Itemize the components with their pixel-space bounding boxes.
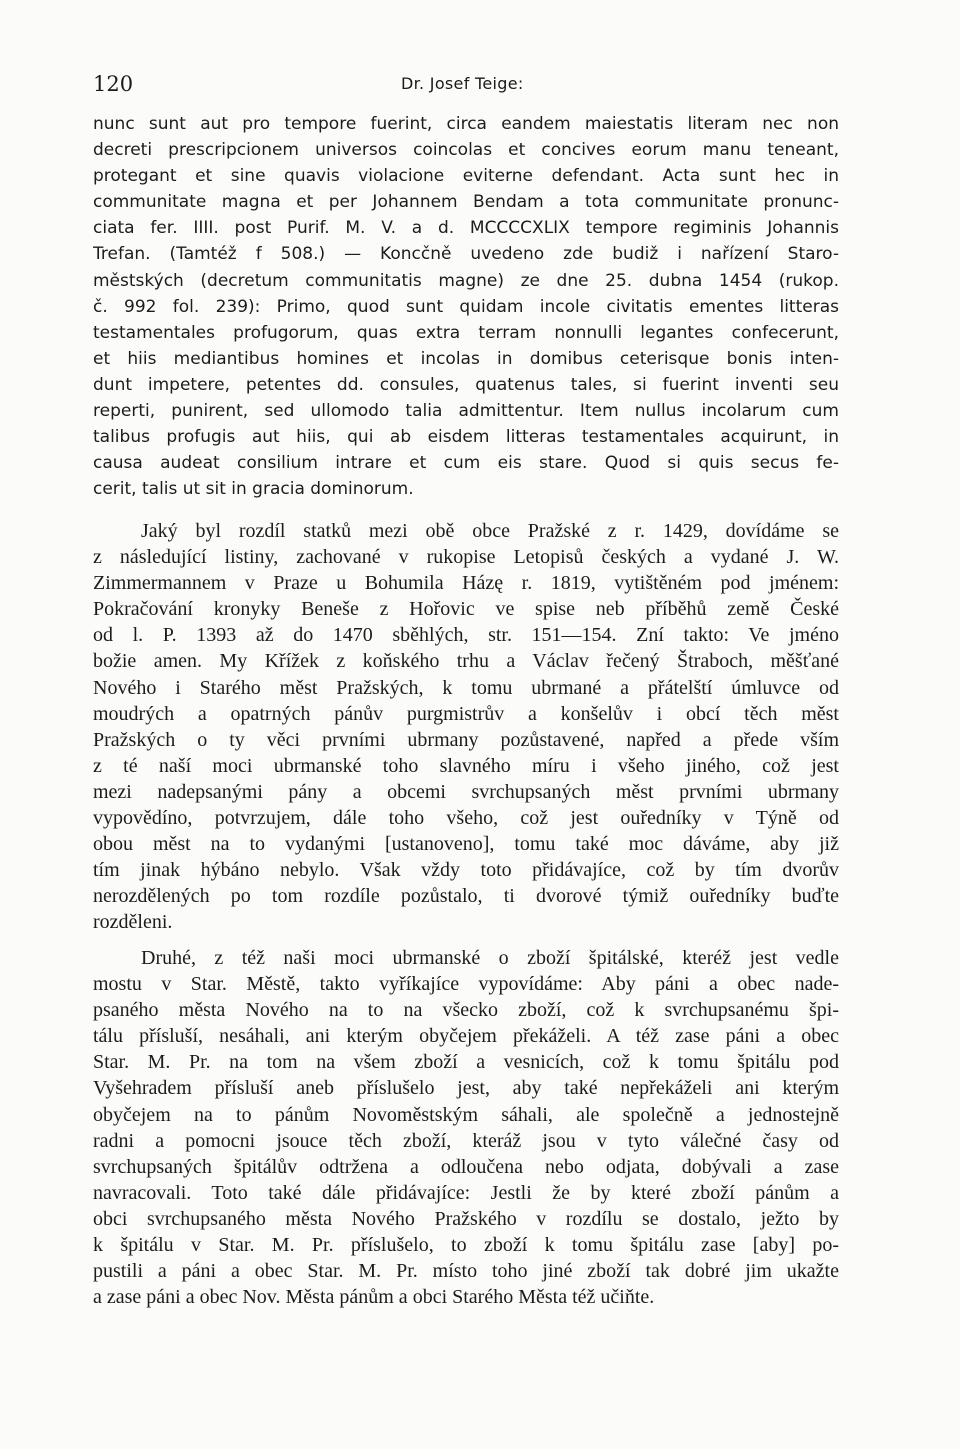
text-line: nerozdělených po tom rozdíle pozůstalo, ti dvorové týmiž ouředníky buďte bbox=[93, 885, 839, 908]
text-line: a zase páni a obec Nov. Města pánům a obci Starého Města též učiňte. bbox=[93, 1286, 655, 1309]
text-line: cerit, talis ut sit in gracia dominorum. bbox=[93, 479, 414, 500]
text-line: svrchupsaných špitálův odtržena a odloučena nebo odjata, dobývali a zase bbox=[93, 1155, 839, 1178]
text-line: Vyšehradem přísluší aneb příslušelo jest, aby také nepřekáželi ani kterým bbox=[93, 1077, 839, 1100]
text-line: mostu v Star. Městě, takto vyříkajíce vypovídáme: Aby páni a obec nade- bbox=[93, 973, 839, 996]
running-head-author: Dr. Josef Teige: bbox=[401, 74, 524, 93]
text-line: protegant et sine quavis violacione eviterne defendant. Acta sunt hec in bbox=[93, 166, 839, 187]
text-line: Druhé, z též naši moci ubrmanské o zboží špitálské, kteréž jest vedle bbox=[141, 947, 839, 969]
text-line: navracovali. Toto také dále přidávajíce: Jestli že by které zboží pánům a bbox=[93, 1181, 839, 1204]
text-line: z následující listiny, zachované v rukopise Letopisů českých a vydané J. W. bbox=[93, 546, 839, 569]
text-line: k špitálu v Star. M. Pr. příslušelo, to zboží k tomu špitálu zase [aby] po- bbox=[93, 1234, 839, 1257]
text-line: dunt impetere, petentes dd. consules, quatenus tales, si fuerint inventi seu bbox=[93, 374, 839, 395]
text-line: tálu přísluší, nesáhali, ani kterým obyčejem překáželi. A též zase páni a obec bbox=[93, 1025, 839, 1048]
text-line: ciata fer. IIII. post Purif. M. V. a d. MCCCCXLIX tempore regiminis Johannis bbox=[93, 218, 839, 239]
text-line: nunc sunt aut pro tempore fuerint, circa eandem maiestatis literam nec non bbox=[93, 114, 839, 134]
text-line: od l. P. 1393 až do 1470 sběhlých, str. 151—154. Zní takto: Ve jméno bbox=[93, 624, 839, 647]
paragraph-latin-decree bbox=[93, 111, 839, 502]
text-line: Pražských o ty věci prvními ubrmany pozůstavené, napřed a přede vším bbox=[93, 728, 839, 751]
text-line: communitate magna et per Johannem Bendam a tota communitate pronunc- bbox=[93, 192, 839, 213]
text-line: decreti prescripcionem universos coincolas et concives eorum manu teneant, bbox=[93, 140, 839, 161]
text-line: vypovědíno, potvrzujem, dále toho všeho, což jest ouředníky v Týně od bbox=[93, 807, 839, 830]
text-line: božie amen. My Křížek z koňského trhu a Václav řečený Štraboch, měšťané bbox=[93, 650, 839, 673]
page-number: 120 bbox=[93, 72, 134, 96]
text-line: obci svrchupsaného města Nového Pražského v rozdílu se dostalo, ježto by bbox=[93, 1207, 839, 1230]
text-line: Trefan. (Tamtéž f 508.) — Koncčně uvedeno zde budiž i nařízení Staro- bbox=[93, 244, 839, 265]
text-line: z té naší moci ubrmanské toho slavného míru i všeho jiného, což jest bbox=[93, 754, 839, 777]
text-line: městských (decretum communitatis magne) ze dne 25. dubna 1454 (rukop. bbox=[93, 270, 839, 291]
text-line: talibus profugis aut hiis, qui ab eisdem litteras testamentales acquirunt, in bbox=[93, 427, 839, 448]
text-line: et hiis mediantibus homines et incolas in domibus ceterisque bonis inten- bbox=[93, 348, 839, 369]
text-line: radni a pomocni jsouce těch zboží, kteráž jsou v tyto válečné časy od bbox=[93, 1129, 839, 1152]
text-line: reperti, punirent, sed ullomodo talia admittentur. Item nullus incolarum cum bbox=[93, 401, 839, 422]
text-line: mezi nadepsanými pány a obcemi svrchupsaných měst prvními ubrmany bbox=[93, 780, 839, 803]
text-line: obyčejem na to pánům Novoměstským sáhali, ale společně a jednostejně bbox=[93, 1103, 839, 1126]
text-line: obou měst na to vydanými [ustanoveno], tomu také moc dáváme, aby již bbox=[93, 833, 839, 856]
text-line: pustili a páni a obec Star. M. Pr. místo toho jiné zboží tak dobré jim ukažte bbox=[93, 1260, 839, 1283]
text-line: psaného města Nového na to na všecko zboží, což k svrchupsanému špi- bbox=[93, 999, 839, 1022]
text-line: tím jinak hýbáno nebylo. Však vždy toto přidávajíce, což by tím dvorův bbox=[93, 859, 839, 882]
running-head bbox=[93, 72, 839, 100]
text-line: rozděleni. bbox=[93, 911, 173, 934]
text-line: Jaký byl rozdíl statků mezi obě obce Pražské z r. 1429, dovídáme se bbox=[141, 520, 839, 542]
text-line: moudrých a opatrných pánův purgmistrův a konšelův i obcí těch měst bbox=[93, 702, 839, 725]
paragraph-czech-hospital bbox=[93, 945, 839, 1310]
text-line: Pokračování kronyky Beneše z Hořovic ve spise neb příběhů země České bbox=[93, 598, 839, 621]
text-line: Star. M. Pr. na tom na všem zboží a vesnicích, což k tomu špitálu pod bbox=[93, 1051, 839, 1074]
text-line: Zimmermannem v Praze u Bohumila Házę r. 1819, vytištěném pod jménem: bbox=[93, 572, 839, 595]
paragraph-czech-charter bbox=[93, 518, 839, 936]
text-line: testamentales profugorum, quas extra terram nonnulli legantes confecerunt, bbox=[93, 322, 839, 343]
text-line: č. 992 fol. 239): Primo, quod sunt quidam incole civitatis ementes litteras bbox=[93, 296, 839, 317]
text-line: causa audeat consilium intrare et cum eis stare. Quod si quis secus fe- bbox=[93, 453, 839, 474]
text-line: Nového i Starého měst Pražských, k tomu ubrmané a přátelští úmluvce od bbox=[93, 676, 839, 699]
